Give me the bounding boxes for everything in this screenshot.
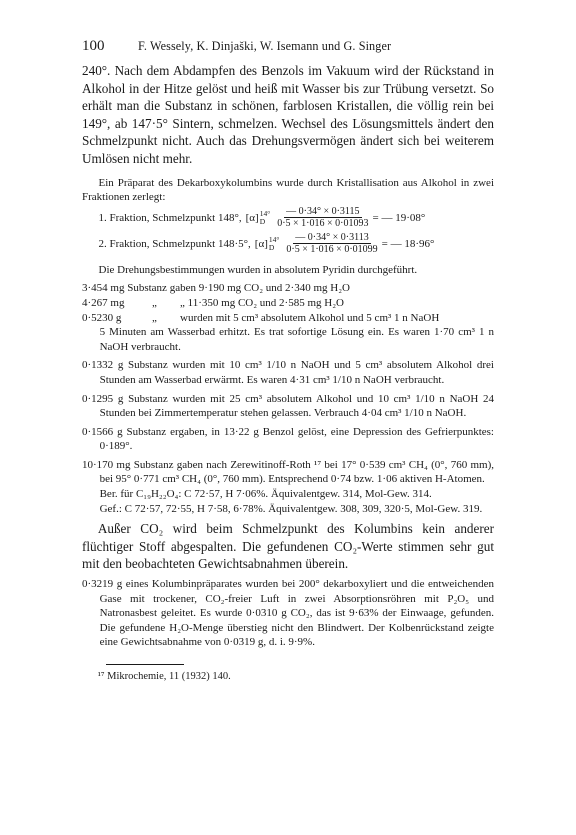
fraction-1-numerator: — 0·34° × 0·3115 bbox=[286, 206, 360, 218]
running-head: F. Wessely, K. Dinjaški, W. Isemann und G. Singer bbox=[138, 39, 392, 53]
paragraph-co2: Außer CO₂ wird beim Schmelzpunkt des Kolumbins kein anderer flüchtiger Stoff abgespalten. Die gefundenen CO₂-Werte stimmen sehr gut mit den beobachteten Gewichtsabnahmen überein. bbox=[82, 521, 494, 572]
page-number: 100 bbox=[82, 38, 105, 54]
fraction-2-numerator: — 0·34° × 0·3113 bbox=[295, 232, 369, 244]
fraction-1-formula: 1. Fraktion, Schmelzpunkt 148°, [α] 14° D $\frac{— 0\cdot 34^\circ \times 0\cdot 3115}{0\cdot 5 \times 1\cdot 016 \times 0\cdot 01093}$ = — 19·08° bbox=[98, 206, 426, 230]
analysis-row-2: 4·267 mg „ „ 11·350 mg CO₂ und 2·585 mg H₂O bbox=[82, 296, 345, 309]
footnote-17: ¹⁷ Mikrochemie, 11 (1932) 140. bbox=[97, 671, 231, 682]
fraction-2-label: 2. Fraktion, Schmelzpunkt 148·5°, bbox=[98, 237, 251, 250]
entry-calculated: Ber. für C₁₉H₂₂O₄: C 72·57, H 7·06%. Äquivalentgew. 314, Mol-Gew. 314. bbox=[99, 488, 432, 501]
paragraph-fractions-intro: Ein Präparat des Dekarboxykolumbins wurde durch Kristallisation aus Alkohol in zwei Fraktionen zerlegt: bbox=[82, 176, 494, 204]
analysis-row-3-continuation: 5 Minuten am Wasserbad erhitzt. Es trat sofortige Lösung ein. Es waren 1·70 cm³ 1 n NaOH verbraucht. bbox=[99, 326, 494, 353]
fraction-1-quotient bbox=[275, 206, 370, 229]
analysis-row-1: 3·454 mg Substanz gaben 9·190 mg CO₂ und 2·340 mg H₂O bbox=[82, 282, 350, 295]
footnote-divider bbox=[106, 664, 184, 665]
fraction-2-result: = — 18·96° bbox=[381, 237, 435, 250]
page bbox=[82, 38, 494, 684]
fraction-1-alpha-index: 14° D bbox=[259, 208, 271, 226]
fraction-1-label: 1. Fraktion, Schmelzpunkt 148°, bbox=[98, 211, 242, 224]
paragraph-crystallization: 240°. Nach dem Abdampfen des Benzols im Vakuum wird der Rückstand in Alkohol in der Hitze gelöst und heiß mit Wasser bis zur Trübung versetzt. So erhält man die Substanz in schönen, farblosen Kristallen, die völlig rein bei 149°, ab 147·5° Sintern, schmelzen. Wechsel des Lösungsmittels ändert den Schmelzpunkt nicht. Auch das Drehungsvermögen ändert sich bei weiterem Umlösen nicht mehr. bbox=[82, 63, 494, 166]
fraction-2-alpha-index: 14° D bbox=[268, 234, 280, 252]
entry-zerewitinoff: 10·170 mg Substanz gaben nach Zerewitinoff-Roth ¹⁷ bei 17° 0·539 cm³ CH₄ (0°, 760 mm), bei 95° 0·771 cm³ CH₄ (0°, 760 mm). Entsprechend 0·74 bzw. 1·06 aktiven H-Atomen. bbox=[82, 458, 494, 486]
entry-found: Gef.: C 72·57, 72·55, H 7·58, 6·78%. Äquivalentgew. 308, 309, 320·5, Mol-Gew. 319. bbox=[99, 502, 483, 515]
paragraph-pyridin: Die Drehungsbestimmungen wurden in absolutem Pyridin durchgeführt. bbox=[98, 263, 418, 276]
fraction-2-denominator: 0·5 × 1·016 × 0·01099 bbox=[286, 244, 378, 256]
analysis-block bbox=[82, 281, 494, 354]
fraction-1-denominator: 0·5 × 1·016 × 0·01093 bbox=[277, 218, 369, 230]
entry-saponification-2: 0·1295 g Substanz wurden mit 25 cm³ absolutem Alkohol und 10 cm³ 1/10 n NaOH 24 Stunden bei Zimmertemperatur stehen gelassen. Verbrauch 4·04 cm³ 1/10 n NaOH. bbox=[82, 392, 494, 420]
entry-freezing-point: 0·1566 g Substanz ergaben, in 13·22 g Benzol gelöst, eine Depression des Gefrierpunktes: 0·189°. bbox=[82, 425, 494, 453]
entry-decarboxylation: 0·3219 g eines Kolumbinpräparates wurden bei 200° dekarboxyliert und die entweichenden Gase mit trockener, CO₂-freier Luft in zwei Absorptionsröhren mit P₂O₅ und Natronasbest geleitet. Es wurde 0·0310 g CO₂, das ist 9·63% der Einwaage, gefunden. Die gefundene H₂O-Menge überstieg nicht den Blindwert. Der Kolbenrückstand zeigte eine Gewichtsabnahme von 0·0319 g, d. i. 9·9%. bbox=[82, 578, 494, 649]
fraction-2-formula: 2. Fraktion, Schmelzpunkt 148·5°, [α] 14° D $\frac{— 0\cdot 34^\circ \times 0\cdot 3113}{0\cdot 5 \times 1\cdot 016 \times 0\cdot 01099}$ = — 18·96° bbox=[98, 232, 435, 256]
fraction-2-quotient bbox=[284, 232, 379, 255]
analysis-row-3: 0·5230 g „ wurden mit 5 cm³ absolutem Alkohol und 5 cm³ 1 n NaOH bbox=[82, 311, 440, 324]
entry-saponification-1: 0·1332 g Substanz wurden mit 10 cm³ 1/10 n NaOH und 5 cm³ absolutem Alkohol drei Stunden am Wasserbad erwärmt. Es waren 4·31 cm³ 1/10 n NaOH verbraucht. bbox=[82, 359, 494, 386]
fraction-1-result: = — 19·08° bbox=[372, 211, 426, 224]
page-header bbox=[82, 38, 494, 58]
